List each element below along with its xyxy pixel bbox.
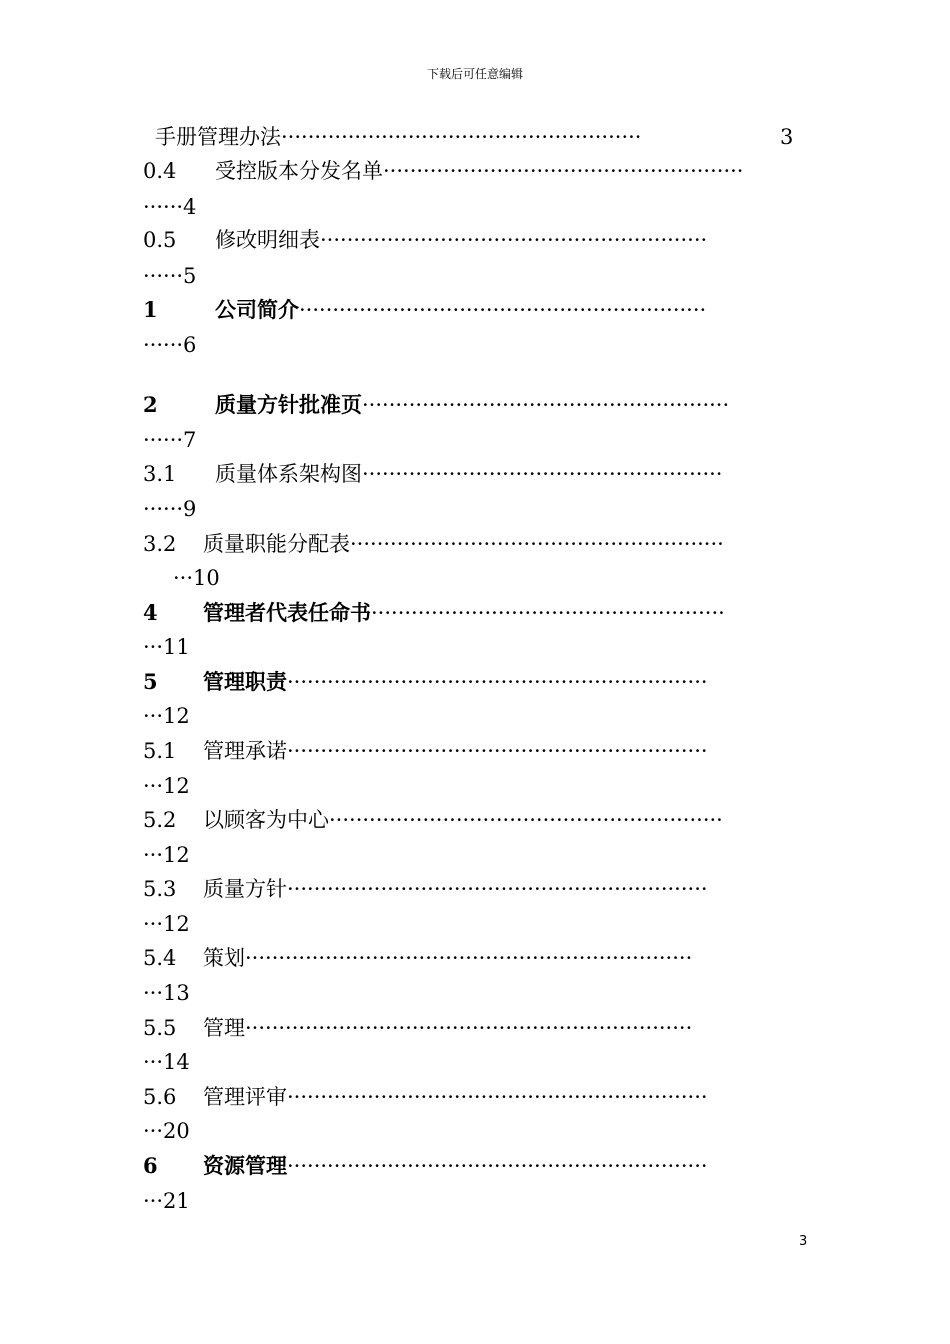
toc-entry[interactable] xyxy=(143,875,805,903)
toc-entry-number: 3.2 xyxy=(143,532,177,556)
toc-leader-dots: ··································································· xyxy=(245,1016,693,1040)
toc-entry[interactable] xyxy=(143,296,805,324)
toc-entry[interactable] xyxy=(143,737,805,765)
toc-page-number: ···21 xyxy=(143,1189,190,1213)
toc-entry[interactable] xyxy=(143,1152,805,1180)
toc-entry[interactable] xyxy=(143,599,805,627)
toc-page-number: ······7 xyxy=(143,428,197,452)
toc-entry-title: 质量体系架构图 xyxy=(215,462,362,486)
toc-entry[interactable] xyxy=(143,226,805,254)
toc-page-number: ······5 xyxy=(143,264,197,288)
toc-entry-title: 管理者代表任命书 xyxy=(203,601,371,625)
toc-leader-dots: ······················································· xyxy=(362,393,730,417)
toc-page-number: ···11 xyxy=(143,635,190,659)
toc-page-number: ···12 xyxy=(143,912,190,936)
toc-entry-title: 资源管理 xyxy=(203,1154,287,1178)
toc-leader-dots: ··································································· xyxy=(245,946,693,970)
toc-entry[interactable] xyxy=(143,1083,805,1111)
toc-entry-title: 管理承诺 xyxy=(203,739,287,763)
toc-entry-number: 0.5 xyxy=(143,228,177,252)
toc-entry-number: 1 xyxy=(143,297,158,322)
toc-entry-number: 6 xyxy=(143,1153,158,1178)
toc-leader-dots: ······························································· xyxy=(287,1085,708,1109)
page-number: 3 xyxy=(799,1234,808,1249)
toc-entry[interactable] xyxy=(143,944,805,972)
toc-leader-dots: ······················································ xyxy=(281,125,642,149)
toc-page-number: ···12 xyxy=(143,843,190,867)
toc-leader-dots: ······························································· xyxy=(287,877,708,901)
toc-entry-number: 5 xyxy=(143,669,158,694)
toc-entry-title: 受控版本分发名单 xyxy=(215,159,383,183)
toc-entry-number: 3.1 xyxy=(143,462,177,486)
toc-entry-number: 5.6 xyxy=(143,1085,177,1109)
toc-entry-title: 手册管理办法 xyxy=(155,125,281,149)
toc-entry-number: 0.4 xyxy=(143,159,177,183)
toc-entry-number: 5.3 xyxy=(143,877,177,901)
toc-entry-number: 5.4 xyxy=(143,946,177,970)
toc-entry-number: 5.2 xyxy=(143,808,177,832)
toc-page-number: ···12 xyxy=(143,774,190,798)
toc-leader-dots: ··························································· xyxy=(329,808,723,832)
toc-leader-dots: ····························································· xyxy=(299,298,707,322)
toc-page-number: ···10 xyxy=(173,566,220,590)
toc-page-number: ······6 xyxy=(143,333,197,357)
toc-leader-dots: ····················································· xyxy=(371,601,725,625)
toc-leader-dots: ······························································· xyxy=(287,1154,708,1178)
toc-entry-title: 质量方针 xyxy=(203,877,287,901)
toc-entry-title: 以顾客为中心 xyxy=(203,808,329,832)
toc-leader-dots: ······························································· xyxy=(287,739,708,763)
toc-page-number: ······9 xyxy=(143,497,197,521)
toc-page-number: 3 xyxy=(780,125,794,149)
toc-entry-number: 4 xyxy=(143,600,158,625)
toc-entry-title: 策划 xyxy=(203,946,245,970)
toc-entry-title: 修改明细表 xyxy=(215,228,320,252)
toc-entry[interactable] xyxy=(155,123,794,151)
toc-entry-title: 管理评审 xyxy=(203,1085,287,1109)
toc-leader-dots: ························································ xyxy=(350,532,724,556)
toc-entry-number: 2 xyxy=(143,392,158,417)
toc-page-number: ···14 xyxy=(143,1050,190,1074)
toc-entry[interactable] xyxy=(143,391,805,419)
toc-page-number: ······4 xyxy=(143,195,197,219)
toc-page-number: ···20 xyxy=(143,1119,190,1143)
page-header: 下载后可任意编辑 xyxy=(426,67,523,81)
toc-leader-dots: ······················································ xyxy=(362,462,723,486)
toc-page-number: ···13 xyxy=(143,981,190,1005)
toc-entry-number: 5.5 xyxy=(143,1016,177,1040)
toc-entry[interactable] xyxy=(143,460,805,488)
toc-entry-title: 质量方针批准页 xyxy=(215,393,362,417)
toc-entry[interactable] xyxy=(143,157,805,185)
toc-entry[interactable] xyxy=(143,530,805,558)
toc-leader-dots: ·························································· xyxy=(320,228,708,252)
toc-entry-number: 5.1 xyxy=(143,739,177,763)
toc-leader-dots: ······························································· xyxy=(287,670,708,694)
toc-entry-title: 质量职能分配表 xyxy=(203,532,350,556)
toc-page-number: ···12 xyxy=(143,704,190,728)
toc-entry-title: 管理 xyxy=(203,1016,245,1040)
toc-entry[interactable] xyxy=(143,806,805,834)
toc-entry[interactable] xyxy=(143,668,805,696)
toc-entry-title: 管理职责 xyxy=(203,670,287,694)
toc-entry-title: 公司简介 xyxy=(215,298,299,322)
toc-leader-dots: ······················································ xyxy=(383,159,744,183)
toc-entry[interactable] xyxy=(143,1014,805,1042)
